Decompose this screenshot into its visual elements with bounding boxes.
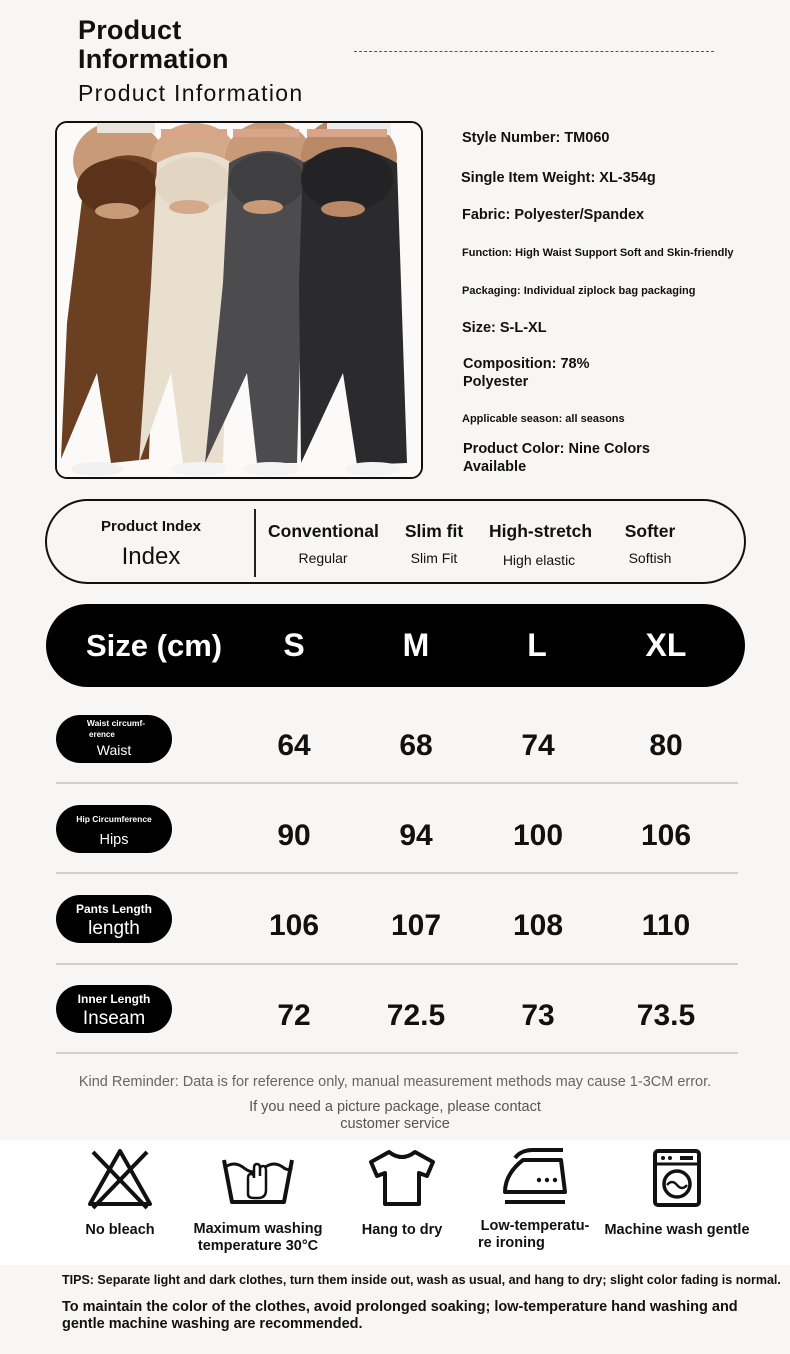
cell-hips-m: 94 (399, 819, 433, 852)
index-col-title: Slim fit (404, 521, 464, 541)
row-separator (56, 782, 738, 784)
care-no-bleach (70, 1146, 170, 1239)
row-label-main: Waist (96, 742, 132, 758)
row-label-main: Inseam (82, 1008, 146, 1029)
no-bleach-icon (85, 1146, 155, 1210)
spec-composition (463, 355, 589, 391)
page-subtitle: Product Information (78, 80, 304, 106)
care-label (188, 1221, 328, 1255)
maintain-line-2: gentle machine washing are recommended. (62, 1316, 363, 1332)
cell-inseam-xl: 73.5 (636, 999, 696, 1032)
row-label-small (56, 718, 172, 740)
hang-dry-icon (367, 1146, 437, 1208)
cell-hips-s: 90 (277, 819, 311, 852)
cell-hips-xl: 106 (640, 819, 692, 852)
care-label-line-2: temperature 30°C (197, 1238, 319, 1254)
cell-waist-s: 64 (277, 729, 311, 762)
cell-length-s: 106 (268, 909, 320, 942)
index-col-conventional (268, 521, 378, 566)
index-col-sub: Regular (298, 550, 348, 566)
care-machine-wash (603, 1148, 751, 1239)
row-label-small: Hip Circumference (76, 814, 152, 824)
header-divider (354, 51, 714, 52)
wash-30-icon (218, 1146, 298, 1208)
care-label-line-2: re ironing (478, 1235, 545, 1251)
contact-note-line-1: If you need a picture package, please contact (249, 1099, 541, 1115)
care-label (475, 1218, 595, 1252)
index-label-top: Product Index (100, 518, 201, 535)
cell-waist-m: 68 (399, 729, 433, 762)
index-divider (254, 509, 256, 577)
size-col-l: L (527, 627, 547, 663)
care-label: Machine wash gentle (604, 1222, 750, 1238)
size-col-s: S (283, 627, 305, 663)
spec-color-line-1: Product Color: Nine Colors (463, 441, 650, 457)
spec-color-line-2: Available (463, 459, 527, 475)
title-line-1: Product (78, 15, 182, 45)
index-col-title: High-stretch (489, 521, 593, 541)
index-col-sub: Slim Fit (410, 550, 458, 566)
low-iron-icon (501, 1146, 569, 1206)
care-low-iron (475, 1146, 595, 1252)
cell-waist-l: 74 (521, 729, 555, 762)
row-label-main: length (88, 918, 140, 939)
cell-length-xl: 110 (641, 909, 691, 942)
row-separator (56, 963, 738, 965)
size-col-xl: XL (645, 627, 687, 663)
index-col-sub: High elastic (502, 552, 576, 568)
row-label-small-line-2: erence (89, 730, 115, 739)
kind-reminder: Kind Reminder: Data is for reference only, manual measurement methods may cause 1-3CM error. (78, 1074, 712, 1090)
spec-weight: Single Item Weight: XL-354g (461, 170, 656, 186)
maintain-note (62, 1299, 762, 1333)
index-col-high-stretch (489, 521, 593, 568)
row-label-main: Hips (99, 832, 129, 848)
row-label-waist (56, 715, 172, 763)
cell-length-m: 107 (390, 909, 442, 942)
cell-inseam-m: 72.5 (386, 999, 446, 1032)
spec-color (463, 440, 650, 476)
cell-hips-l: 100 (512, 819, 564, 852)
index-col-sub: Softish (628, 550, 672, 566)
maintain-line-1: To maintain the color of the clothes, avoid prolonged soaking; low-temperature hand washing and (62, 1299, 738, 1315)
spec-style-number: Style Number: TM060 (462, 130, 610, 146)
contact-note-line-2: customer service (340, 1116, 450, 1132)
row-separator (56, 1052, 738, 1054)
care-hang-dry (352, 1146, 452, 1239)
care-label-line-1: Low-temperatu- (480, 1218, 590, 1234)
row-label-small: Inner Length (77, 992, 151, 1006)
spec-size: Size: S-L-XL (462, 320, 547, 336)
row-label-small-line-1: Waist circumf- (86, 718, 146, 728)
spec-packaging: Packaging: Individual ziplock bag packaging (462, 285, 696, 297)
cell-length-l: 108 (512, 909, 564, 942)
maternity-pants-photo (57, 123, 421, 477)
spec-fabric: Fabric: Polyester/Spandex (462, 207, 645, 223)
cell-inseam-l: 73 (521, 999, 555, 1032)
spec-season: Applicable season: all seasons (462, 413, 625, 425)
index-label-bottom: Index (121, 543, 181, 570)
cell-inseam-s: 72 (277, 999, 311, 1032)
care-label: No bleach (85, 1222, 155, 1238)
size-col-m: M (402, 627, 430, 663)
tips-text: TIPS: Separate light and dark clothes, turn them inside out, wash as usual, and hang to dry; slight color fading is normal. (62, 1273, 781, 1287)
contact-note (0, 1099, 790, 1133)
row-label-hips (56, 805, 172, 853)
row-label-inseam (56, 985, 172, 1033)
care-wash-temperature (188, 1146, 328, 1255)
care-instructions (0, 1140, 790, 1265)
row-label-small: Pants Length (75, 902, 152, 916)
size-header-label: Size (cm) (86, 628, 223, 663)
index-col-title: Softer (624, 521, 676, 541)
size-header-bar (46, 604, 745, 687)
row-separator (56, 872, 738, 874)
care-label-line-1: Maximum washing (193, 1221, 323, 1237)
spec-composition-line-1: Composition: 78% (463, 356, 590, 372)
spec-composition-line-2: Polyester (463, 374, 529, 390)
spec-function: Function: High Waist Support Soft and Skin-friendly (462, 247, 734, 259)
index-col-title: Conventional (268, 521, 379, 541)
index-label (47, 501, 255, 582)
title-line-2: Information (78, 44, 229, 74)
cell-waist-xl: 80 (649, 729, 683, 762)
care-label: Hang to dry (361, 1222, 443, 1238)
product-photo (55, 121, 423, 479)
index-col-softer (605, 521, 695, 566)
machine-wash-icon (652, 1148, 702, 1208)
row-label-length (56, 895, 172, 943)
page-title (78, 16, 229, 74)
product-index-panel (45, 499, 746, 584)
index-col-slim-fit (389, 521, 479, 566)
